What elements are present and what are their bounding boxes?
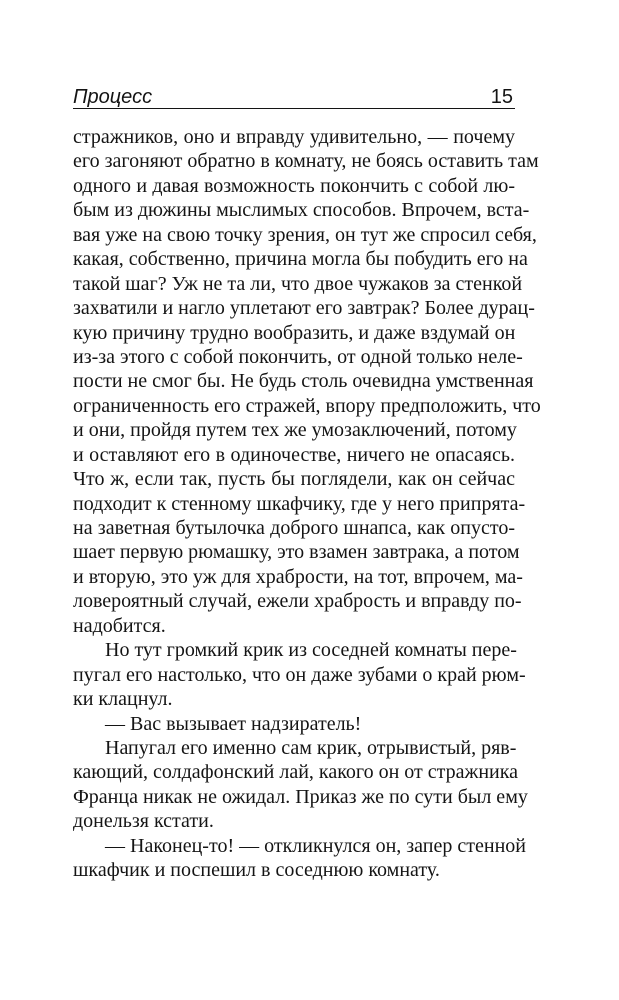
text-line: — Наконец-то! — откликнулся он, запер стенной xyxy=(105,834,526,857)
text-line: Но тут громкий крик из соседней комнаты пере- xyxy=(105,639,517,662)
page-number: 15 xyxy=(490,86,513,108)
text-line: шает первую рюмашку, это взамен завтрака, а потом xyxy=(73,541,520,564)
text-line: бым из дюжины мыслимых способов. Впрочем, вста- xyxy=(73,199,530,222)
text-line: кую причину трудно вообразить, и даже вздумай он xyxy=(73,321,516,344)
text-line: захватили и нагло уплетают его завтрак? Более дурац- xyxy=(73,297,535,320)
text-line: и оставляют его в одиночестве, ничего не опасаясь. xyxy=(73,443,515,466)
text-line: — Вас вызывает надзиратель! xyxy=(105,712,362,735)
text-line: пости не смог бы. Не будь столь очевидна умственная xyxy=(73,370,534,393)
text-line: ограниченность его стражей, впору предположить, что xyxy=(73,394,541,417)
text-line: одного и давая возможность покончить с собой лю- xyxy=(73,174,515,197)
text-line: Франца никак не ожидал. Приказ же по сути был ему xyxy=(73,785,528,808)
header-rule xyxy=(73,108,515,109)
text-line: из-за этого с собой покончить, от одной только неле- xyxy=(73,345,523,368)
text-line: Что ж, если так, пусть бы поглядели, как он сейчас xyxy=(73,468,515,491)
body-text xyxy=(73,125,541,883)
text-line: и они, пройдя путем тех же умозаключений, потому xyxy=(73,419,517,442)
text-line: ловероятный случай, ежели храбрость и вправду по- xyxy=(73,590,522,613)
text-line: вая уже на свою точку зрения, он тут же спросил себя, xyxy=(73,223,537,246)
text-line: надобится. xyxy=(73,614,166,637)
text-line: какая, собственно, причина могла бы побудить его на xyxy=(73,248,528,271)
text-line: донельзя кстати. xyxy=(73,810,214,833)
text-line: Напугал его именно сам крик, отрывистый, ряв- xyxy=(105,736,517,759)
text-line: шкафчик и поспешил в соседнюю комнату. xyxy=(73,859,440,882)
text-line: такой шаг? Уж не та ли, что двое чужаков за стенкой xyxy=(73,272,523,295)
text-line: пугал его настолько, что он даже зубами о край рюм- xyxy=(73,663,526,686)
text-line: кающий, солдафонский лай, какого он от стражника xyxy=(73,761,519,784)
text-line: его загоняют обратно в комнату, не боясь оставить там xyxy=(73,150,539,173)
running-title: Процесс xyxy=(73,86,153,108)
text-line: ки клацнул. xyxy=(73,688,173,711)
page-header xyxy=(73,80,515,108)
text-line: на заветная бутылочка доброго шнапса, как опусто- xyxy=(73,517,515,539)
text-line: и вторую, это уж для храбрости, на тот, впрочем, ма- xyxy=(73,565,523,588)
text-line: стражников, оно и вправду удивительно, — почему xyxy=(73,126,515,148)
text-line: подходит к стенному шкафчику, где у него припрята- xyxy=(73,492,526,515)
